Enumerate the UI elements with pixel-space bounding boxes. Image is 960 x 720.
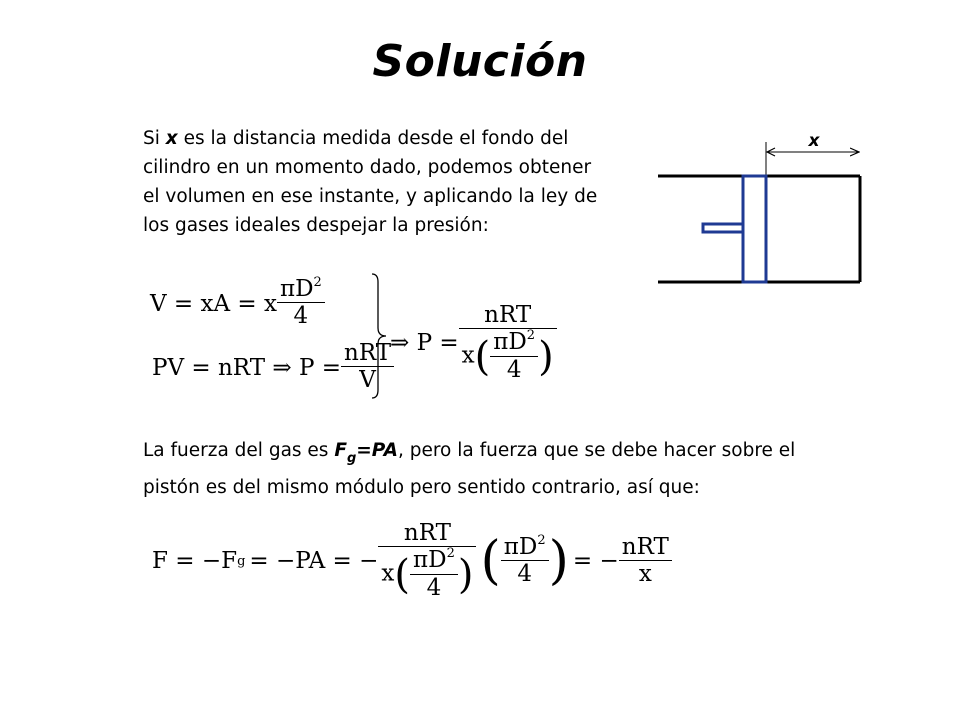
intro-paragraph xyxy=(143,124,643,240)
fraction-pi-d2-over-4: $\frac{\pi D^2}{4}$ xyxy=(277,276,325,331)
force-line-2: pistón es del mismo módulo pero sentido contrario, así que: xyxy=(143,477,700,498)
right-brace xyxy=(368,272,392,400)
fraction-nrt-over-x: $\frac{\text{nRT}}{x}$ xyxy=(619,534,672,589)
equation-ideal-gas: PV = nRT ⇒ P = $\frac{\text{nRT}}{V}$ xyxy=(152,340,394,395)
cylinder-diagram xyxy=(650,128,870,288)
intro-line-2: cilindro en un momento dado, podemos obtener xyxy=(143,157,592,178)
force-line-1: La fuerza del gas es $F_g=PA$, pero la fuerza que se debe hacer sobre el xyxy=(143,440,796,466)
intro-line-1: Si x es la distancia medida desde el fondo del xyxy=(143,128,569,149)
piston-rod xyxy=(703,224,743,232)
dimension-label: x xyxy=(808,131,820,151)
fraction-pressure: nRT x( $\frac{\pi D^2}{4}$ ) xyxy=(459,302,557,384)
intro-line-4: los gases ideales despejar la presión: xyxy=(143,215,489,236)
equation-volume: V = xA = x $\frac{\pi D^2}{4}$ xyxy=(150,276,325,331)
equation-pressure: ⇒ P = nRT x( $\frac{\pi D^2}{4}$ ) xyxy=(390,302,557,384)
intro-line-3: el volumen en ese instante, y aplicando la ley de xyxy=(143,186,598,207)
equation-force: F = −F g = −PA = − nRT x( $\frac{\pi D^2}{4}$ ) ( $\frac{\pi D^2}{4}$ ) = − $\frac{\text{nRT}}{x}$ xyxy=(152,520,672,602)
fraction-area: $\frac{\pi D^2}{4}$ xyxy=(501,534,549,589)
fraction-nrt-over-v: $\frac{\text{nRT}}{V}$ xyxy=(341,340,394,395)
force-paragraph xyxy=(143,436,843,502)
piston xyxy=(743,176,766,282)
fraction-force-main: nRT x( $\frac{\pi D^2}{4}$ ) xyxy=(378,520,476,602)
slide-title: Solución xyxy=(372,36,588,87)
